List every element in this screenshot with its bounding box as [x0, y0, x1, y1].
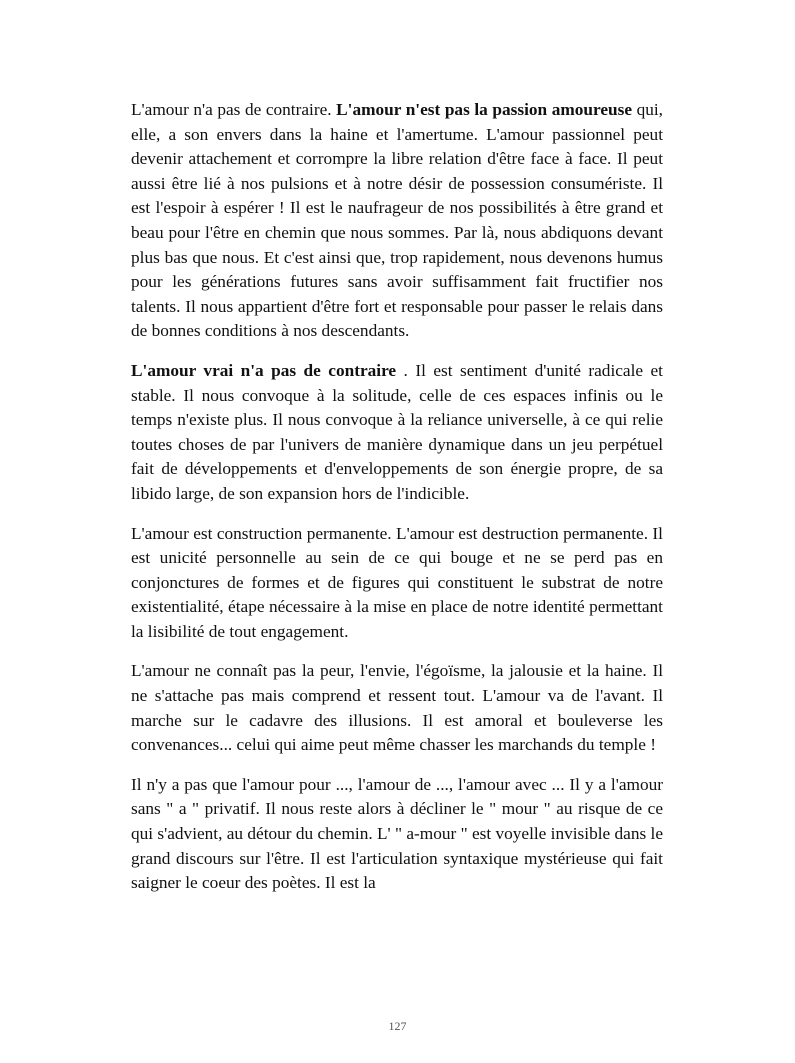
- paragraph-1-bold-phrase: L'amour n'est pas la passion amoureuse: [336, 100, 633, 119]
- paragraph-1-text: L'amour n'a pas de contraire.: [131, 100, 337, 119]
- page-number: 127: [388, 1019, 407, 1033]
- body-text: [131, 98, 663, 911]
- paragraph-4: [131, 659, 663, 757]
- paragraph-1: [131, 98, 663, 344]
- paragraph-1-text-continued: qui, elle, a son envers dans la haine et l'amertume. L'amour passionnel peut devenir attachement et corrompre la libre relation d'être face à face. Il peut aussi être lié à nos pulsions et à notre désir de possession consumériste. Il est l'espoir à espérer ! Il est le naufrageur de nos possibilités à être grand et beau pour l'être en chemin que nous sommes. Par là, nous abdiquons devant plus bas que nous. Et c'est ainsi que, trop rapidement, nous devenons humus pour les générations futures sans avoir suffisamment fait fructifier nos talents. Il nous appartient d'être fort et responsable pour passer le relais dans de bonnes conditions à nos descendants.: [131, 100, 664, 341]
- paragraph-5-text: Il n'y a pas que l'amour pour ..., l'amour de ..., l'amour avec ... Il y a l'amour sans " a " privatif. Il nous reste alors à décliner le " mour " au risque de ce qui s'advient, au détour du chemin. L' " a-mour " est voyelle invisible dans le grand discours sur l'être. Il est l'articulation syntaxique mystérieuse qui fait saigner le coeur des poètes. Il est la: [131, 774, 663, 893]
- paragraph-3: [131, 522, 663, 645]
- paragraph-2-bold-phrase: L'amour vrai n'a pas de contraire: [131, 360, 397, 380]
- paragraph-2: [131, 359, 663, 507]
- paragraph-5: [131, 773, 663, 896]
- paragraph-3-text: L'amour est construction permanente. L'amour est destruction permanente. Il est unicité personnelle au sein de ce qui bouge et ne se perd pas en conjonctures de formes et de figures qui constituent le substrat de notre existentialité, étape nécessaire à la mise en place de notre identité permettant la lisibilité de tout engagement.: [131, 523, 663, 641]
- paragraph-2-text: . Il est sentiment d'unité radicale et stable. Il nous convoque à la solitude, celle de ces espaces infinis ou le temps n'existe plus. Il nous convoque à la reliance universelle, à ce qui relie toutes choses de par l'univers de manière dynamique dans un jeu perpétuel fait de développements et d'enveloppements de son énergie propre, de sa libido large, de son expansion hors de l'indicible.: [131, 360, 663, 503]
- paragraph-4-text: L'amour ne connaît pas la peur, l'envie, l'égoïsme, la jalousie et la haine. Il ne s'attache pas mais comprend et ressent tout. L'amour va de l'avant. Il marche sur le cadavre des illusions. Il est amoral et bouleverse les convenances... celui qui aime peut même chasser les marchands du temple !: [131, 661, 663, 755]
